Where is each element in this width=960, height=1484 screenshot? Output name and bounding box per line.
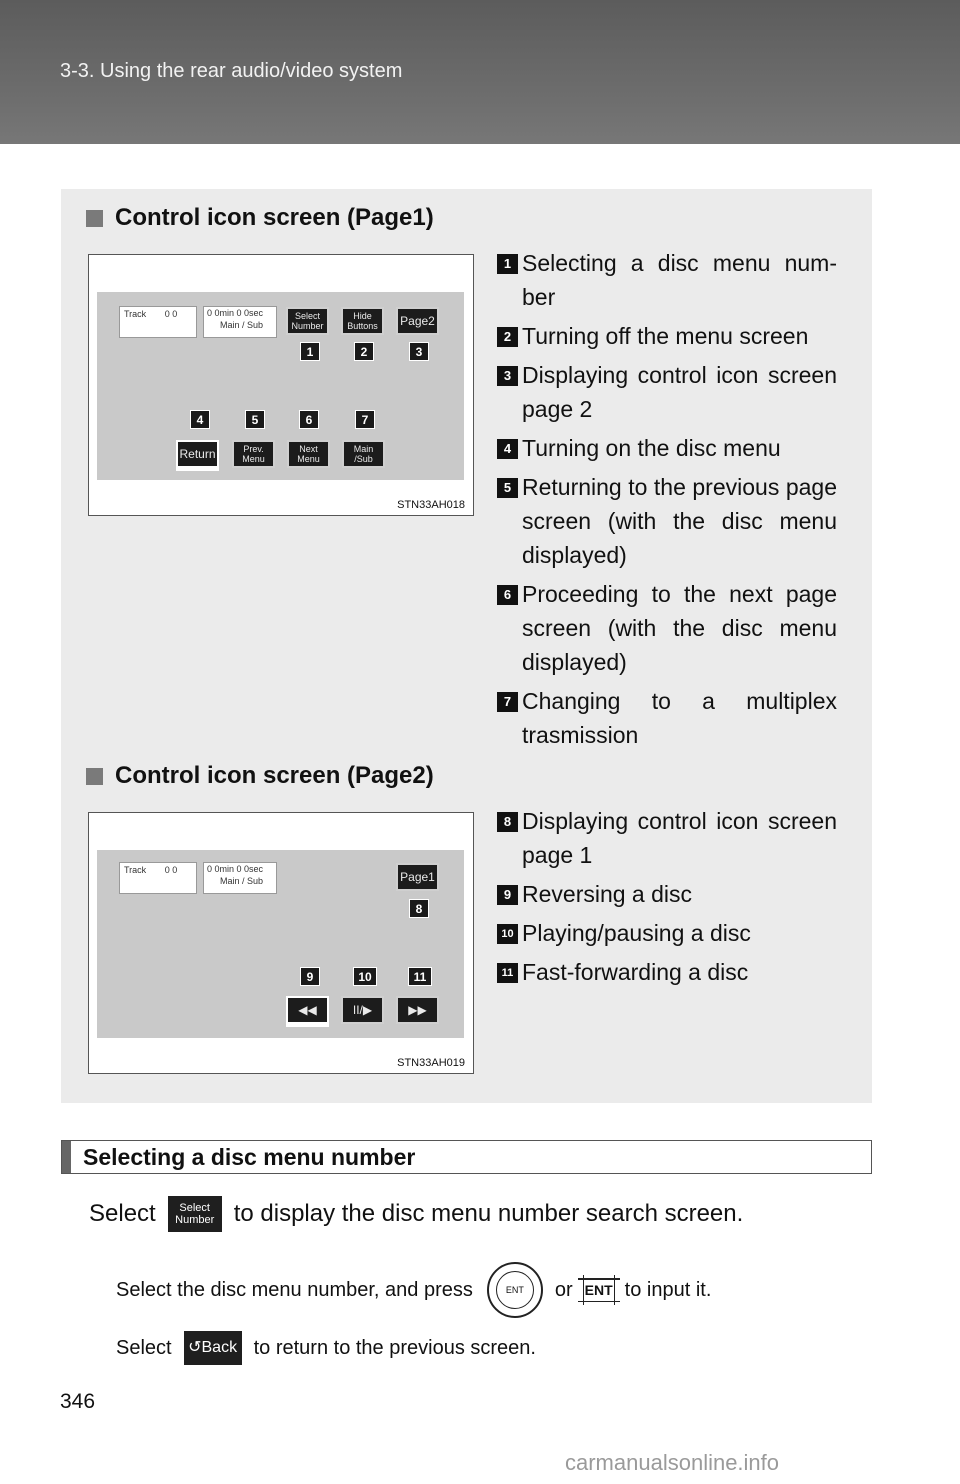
play-pause-button[interactable] xyxy=(341,996,384,1024)
item-text: Displaying control icon screen page 1 xyxy=(522,808,837,868)
track-label: Track xyxy=(124,309,147,319)
callout-11: 11 xyxy=(408,967,432,986)
fast-forward-button[interactable] xyxy=(396,996,439,1024)
knob-label: ENT xyxy=(496,1271,534,1309)
image-code: STN33AH019 xyxy=(397,1057,465,1069)
list-item xyxy=(497,804,837,872)
fast-forward-icon: ▶▶ xyxy=(408,1003,427,1017)
watermark: carmanualsonline.info xyxy=(565,1450,780,1475)
list-item xyxy=(497,955,837,989)
list-item xyxy=(497,358,837,426)
hide-buttons-line1: Hide xyxy=(353,311,372,321)
track-box xyxy=(119,306,197,338)
track-value: 0 0 xyxy=(164,865,178,875)
next-menu-line1: Next xyxy=(299,444,318,454)
section-title: 3-3. Using the rear audio/video system xyxy=(60,60,403,82)
item-number: 9 xyxy=(497,885,518,905)
item-number: 11 xyxy=(497,963,518,983)
line3-post: to return to the previous screen. xyxy=(253,1336,536,1359)
return-button[interactable] xyxy=(176,440,219,468)
heading-page2 xyxy=(86,762,434,790)
instruction-line-2 xyxy=(116,1262,711,1318)
item-number: 10 xyxy=(497,924,518,944)
track-label: Track xyxy=(124,865,147,875)
list-item xyxy=(497,916,837,950)
callout-6: 6 xyxy=(299,410,319,429)
heading-page2-text: Control icon screen (Page2) xyxy=(115,762,434,789)
screen-display xyxy=(97,292,464,480)
item-text: Turning off the menu screen xyxy=(522,323,809,349)
line1-post: to display the disc menu number search screen. xyxy=(233,1200,744,1227)
ent-knob-icon xyxy=(487,1262,543,1318)
select-number-line2: Number xyxy=(291,321,324,331)
callout-3: 3 xyxy=(409,342,429,361)
item-text: Playing/pausing a disc xyxy=(522,920,751,946)
page2-button[interactable] xyxy=(396,307,439,335)
chip-line2: Number xyxy=(175,1214,215,1226)
list-item xyxy=(497,246,837,314)
callout-9: 9 xyxy=(300,967,320,986)
item-text: Selecting a disc menu num-ber xyxy=(522,250,837,310)
callout-4: 4 xyxy=(190,410,210,429)
item-number: 7 xyxy=(497,692,518,712)
section-heading xyxy=(61,1140,872,1174)
line3-pre: Select xyxy=(116,1336,172,1359)
list-item xyxy=(497,319,837,353)
page-number: 346 xyxy=(60,1390,96,1413)
list-item xyxy=(497,431,837,465)
return-label: Return xyxy=(179,447,216,461)
screen-display xyxy=(97,850,464,1038)
rewind-icon: ◀◀ xyxy=(298,1003,317,1017)
item-text: Proceeding to the next page screen (with the disc menu displayed) xyxy=(522,581,837,675)
callout-1: 1 xyxy=(300,342,320,361)
page1-item-list xyxy=(497,246,837,757)
heading-marker xyxy=(62,1141,71,1173)
callout-7: 7 xyxy=(355,410,375,429)
next-menu-button[interactable] xyxy=(287,440,330,468)
list-item xyxy=(497,684,837,752)
item-text: Changing to a multiplex trasmission xyxy=(522,688,837,748)
item-text: Returning to the previous page screen (with the disc menu displayed) xyxy=(522,474,837,568)
item-number: 8 xyxy=(497,812,518,832)
play-pause-icon: II/▶ xyxy=(352,1003,373,1017)
callout-10: 10 xyxy=(353,967,377,986)
image-code: STN33AH018 xyxy=(397,499,465,511)
page-header xyxy=(0,0,960,144)
ent-key-icon: ENT xyxy=(583,1275,615,1305)
square-bullet-icon xyxy=(86,768,103,785)
item-text: Displaying control icon screen page 2 xyxy=(522,362,837,422)
heading-page1-text: Control icon screen (Page1) xyxy=(115,204,434,231)
prev-menu-line2: Menu xyxy=(242,454,265,464)
item-text: Turning on the disc menu xyxy=(522,435,781,461)
square-bullet-icon xyxy=(86,210,103,227)
instruction-line-3 xyxy=(116,1331,536,1365)
page2-label: Page2 xyxy=(400,314,435,328)
hide-buttons-line2: Buttons xyxy=(347,321,378,331)
callout-8: 8 xyxy=(409,899,429,918)
time-value: 0 0min 0 0sec xyxy=(207,308,264,318)
time-value: 0 0min 0 0sec xyxy=(207,864,264,874)
page1-button[interactable] xyxy=(396,863,439,891)
back-label: Back xyxy=(201,1339,238,1356)
item-number: 5 xyxy=(497,478,518,498)
item-number: 3 xyxy=(497,366,518,386)
back-arrow-icon: ↺ xyxy=(188,1339,202,1356)
main-sub-line2: /Sub xyxy=(354,454,373,464)
item-text: Reversing a disc xyxy=(522,881,693,907)
list-item xyxy=(497,577,837,679)
select-number-chip xyxy=(168,1196,222,1232)
main-sub-button[interactable] xyxy=(342,440,385,468)
list-item xyxy=(497,877,837,911)
item-text: Fast-forwarding a disc xyxy=(522,959,749,985)
page2-item-list xyxy=(497,804,837,994)
line2-pre: Select the disc menu number, and press xyxy=(116,1278,473,1301)
line1-pre: Select xyxy=(89,1200,156,1227)
callout-2: 2 xyxy=(354,342,374,361)
rewind-button[interactable] xyxy=(286,996,329,1024)
select-number-line1: Select xyxy=(294,311,320,321)
time-sub: Main / Sub xyxy=(220,876,264,886)
time-sub: Main / Sub xyxy=(220,320,264,330)
select-number-button[interactable] xyxy=(286,307,329,335)
hide-buttons-button[interactable] xyxy=(341,307,384,335)
track-value: 0 0 xyxy=(164,309,178,319)
section-heading-text: Selecting a disc menu number xyxy=(83,1143,416,1170)
back-chip xyxy=(184,1331,242,1365)
line2-mid: or xyxy=(554,1278,573,1301)
item-number: 4 xyxy=(497,439,518,459)
screenshot-page2 xyxy=(88,812,474,1074)
prev-menu-button[interactable] xyxy=(232,440,275,468)
time-box xyxy=(203,862,277,894)
next-menu-line2: Menu xyxy=(297,454,320,464)
item-number: 2 xyxy=(497,327,518,347)
screenshot-page1 xyxy=(88,254,474,516)
instruction-line-1 xyxy=(89,1196,743,1232)
page1-label: Page1 xyxy=(400,870,435,884)
prev-menu-line1: Prev. xyxy=(243,444,264,454)
item-number: 1 xyxy=(497,254,518,274)
callout-5: 5 xyxy=(245,410,265,429)
line2-post: to input it. xyxy=(624,1278,712,1301)
heading-page1 xyxy=(86,204,434,232)
track-box xyxy=(119,862,197,894)
item-number: 6 xyxy=(497,585,518,605)
time-box xyxy=(203,306,277,338)
list-item xyxy=(497,470,837,572)
chip-line1: Select xyxy=(179,1202,210,1214)
main-sub-line1: Main xyxy=(353,444,374,454)
